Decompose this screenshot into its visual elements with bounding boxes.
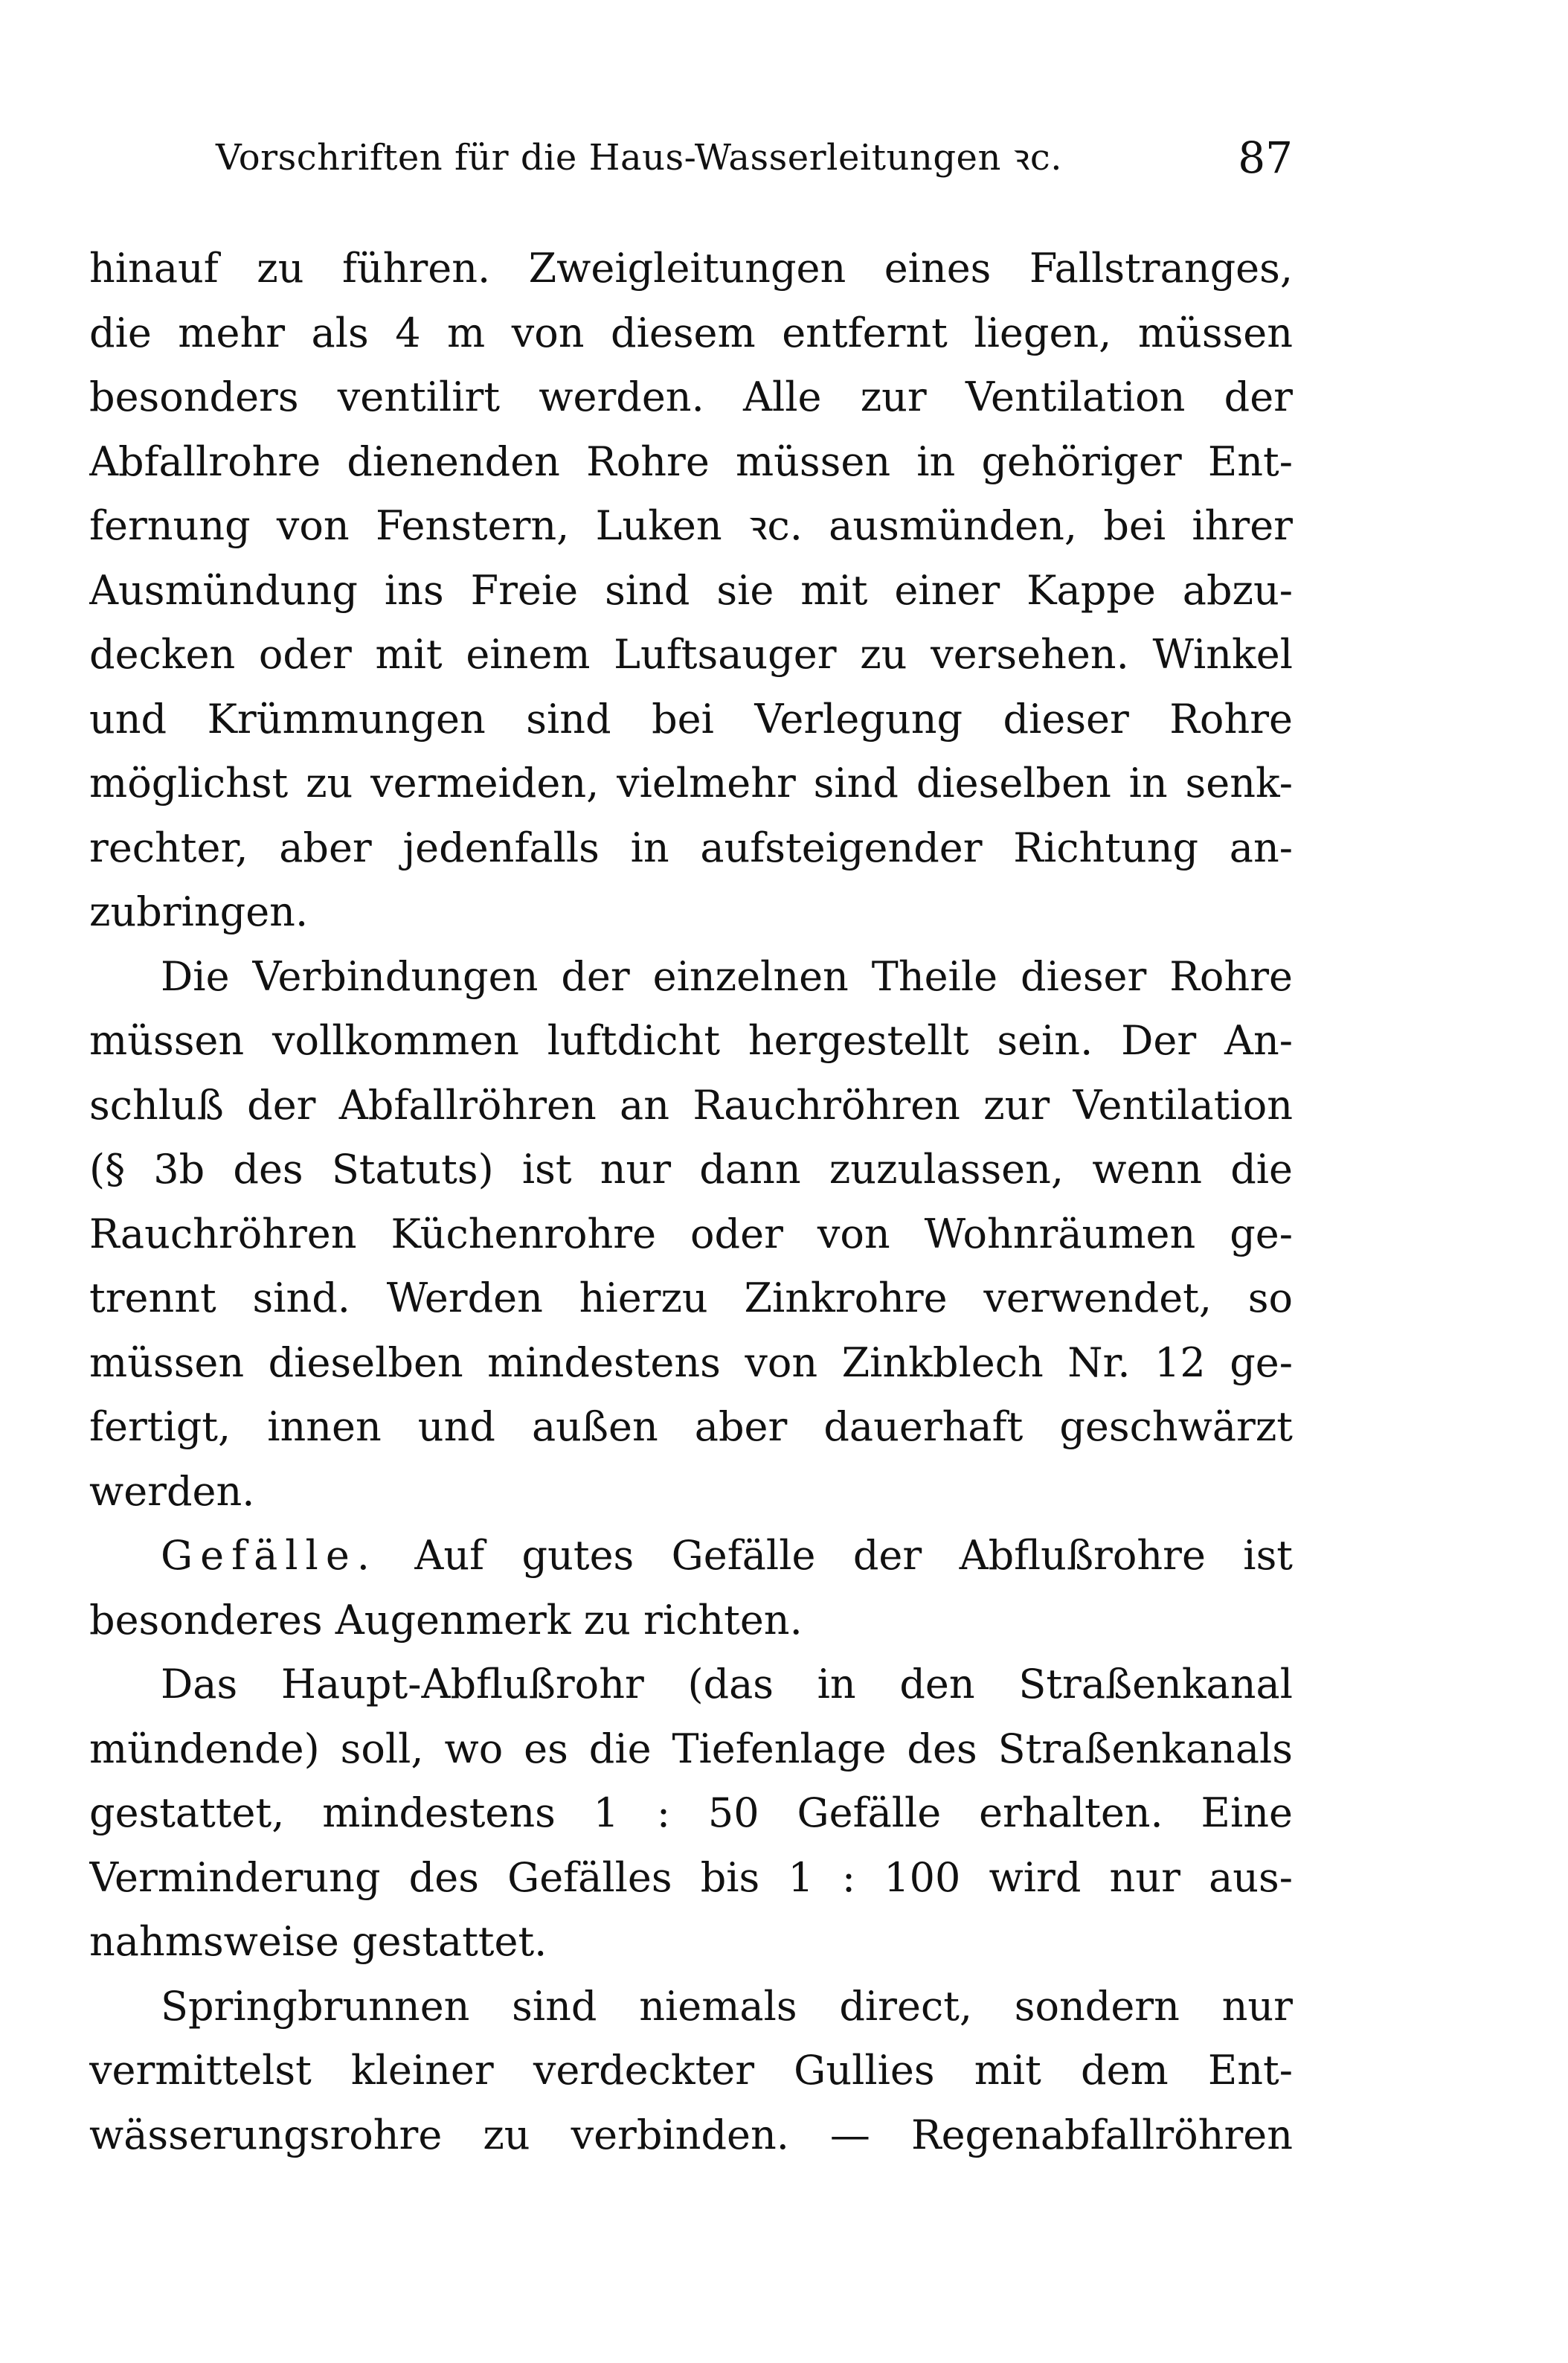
text-line: trennt sind. Werden hierzu Zinkrohre verwendet, so bbox=[89, 1275, 1293, 1321]
text-line bbox=[89, 1524, 1293, 1588]
text-line: und Krümmungen sind bei Verlegung dieser Rohre bbox=[89, 695, 1293, 743]
text-line: vermittelst kleiner verdeckter Gullies mit dem Ent- bbox=[89, 2047, 1293, 2094]
text-line: möglichst zu vermeiden, vielmehr sind dieselben in senk- bbox=[89, 760, 1293, 807]
text-line: gestattet, mindestens 1 : 50 Gefälle erhalten. Eine bbox=[89, 1789, 1293, 1836]
text-line: müssen dieselben mindestens von Zinkblech Nr. 12 ge- bbox=[89, 1338, 1293, 1386]
text-line: hinauf zu führen. Zweigleitungen eines Fallstranges, bbox=[89, 245, 1293, 292]
text-line: wässerungsrohre zu verbinden. — Regenabfallröhren bbox=[89, 2111, 1293, 2158]
running-title: Vorschriften für die Haus-Wasserleitungen ꝛc. bbox=[216, 137, 1063, 179]
text-line: Die Verbindungen der einzelnen Theile dieser Rohre bbox=[161, 952, 1293, 1000]
text-line: besonders ventilirt werden. Alle zur Ventilation der bbox=[89, 373, 1293, 420]
text-line: besonderes Augenmerk zu richten. bbox=[89, 1596, 803, 1644]
text-line: müssen vollkommen luftdicht hergestellt sein. Der An- bbox=[89, 1017, 1293, 1064]
section-heading: Gefälle. bbox=[161, 1532, 377, 1579]
text-line: decken oder mit einem Luftsauger zu versehen. Winkel bbox=[89, 631, 1293, 678]
text-line-rest: Auf gutes Gefälle der Abflußrohre ist bbox=[414, 1532, 1293, 1579]
text-line: nahmsweise gestattet. bbox=[89, 1918, 547, 1965]
text-line: zubringen. bbox=[89, 888, 309, 935]
body-text bbox=[89, 237, 1293, 2167]
text-line: Ausmündung ins Freie sind sie mit einer Kappe abzu- bbox=[89, 566, 1293, 614]
text-line: Springbrunnen sind niemals direct, sondern nur bbox=[161, 1982, 1293, 2030]
text-line: werden. bbox=[89, 1467, 255, 1515]
page-number: 87 bbox=[1238, 132, 1293, 183]
text-line: Verminderung des Gefälles bis 1 : 100 wird nur aus- bbox=[89, 1853, 1293, 1901]
text-line: mündende) soll, wo es die Tiefenlage des Straßenkanals bbox=[89, 1725, 1293, 1772]
text-line: (§ 3b des Statuts) ist nur dann zuzulassen, wenn die bbox=[89, 1146, 1293, 1193]
text-line: rechter, aber jedenfalls in aufsteigender Richtung an- bbox=[89, 824, 1293, 871]
text-line: Das Haupt-Abflußrohr (das in den Straßenkanal bbox=[161, 1661, 1293, 1708]
text-line: fernung von Fenstern, Luken ꝛc. ausmünden, bei ihrer bbox=[89, 502, 1293, 549]
text-line: Abfallrohre dienenden Rohre müssen in gehöriger Ent- bbox=[89, 437, 1293, 485]
text-line: fertigt, innen und außen aber dauerhaft geschwärzt bbox=[89, 1403, 1293, 1450]
running-head bbox=[89, 128, 1293, 187]
text-line: Rauchröhren Küchenrohre oder von Wohnräumen ge- bbox=[89, 1210, 1293, 1257]
text-line: schluß der Abfallröhren an Rauchröhren zur Ventilation bbox=[89, 1081, 1293, 1129]
text-line: die mehr als 4 m von diesem entfernt liegen, müssen bbox=[89, 309, 1293, 356]
